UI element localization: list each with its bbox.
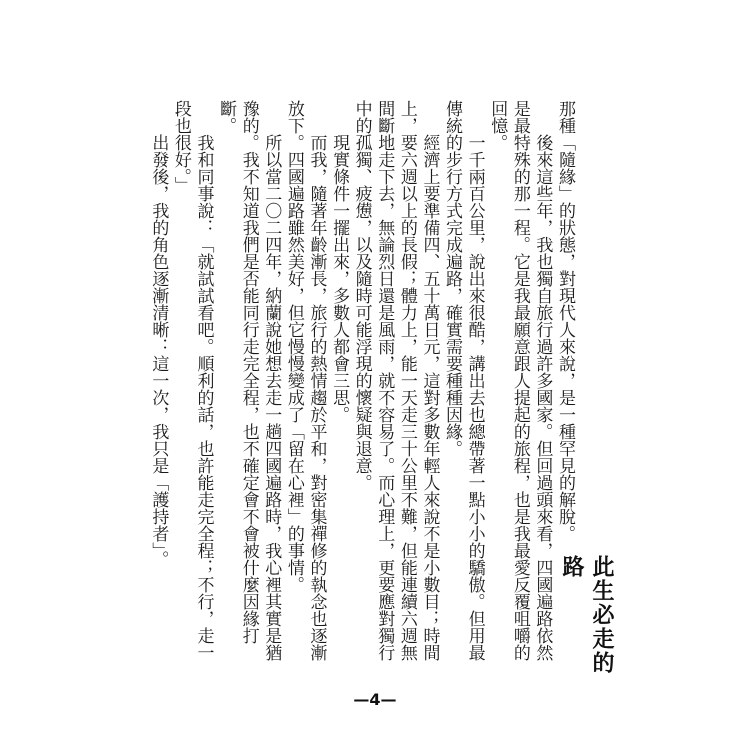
paragraph: 後來這些年，我也獨自旅行過許多國家。但回過頭來看，四國遍路依然是最特殊的那一程。它是我最願意跟人提起的旅程，也是我最愛反覆咀嚼的回憶。 bbox=[487, 100, 553, 661]
page-number: —4— bbox=[353, 690, 397, 709]
paragraph: 那種「隨緣」的狀態，對現代人來說，是一種罕見的解脫。 bbox=[555, 100, 575, 542]
body-text bbox=[148, 100, 576, 675]
paragraph: 出發後，我的角色逐漸清晰：這一次，我只是「護持者」。 bbox=[148, 134, 169, 568]
running-header-title: 此生必走的路 bbox=[559, 555, 615, 675]
paragraph: 而我，隨著年齡漸長，旅行的熱情趨於平和，對密集禪修的執念也逐漸放下。四國遍路雖然美好，但它慢慢變成了「留在心裡」的事情。 bbox=[283, 100, 327, 661]
paragraph: 我和同事說：「就試試看吧。順利的話，也許能走完全程；不行，走一段也很好。」 bbox=[170, 100, 214, 661]
paragraph: 一千兩百公里，說出來很酷，講出去也總帶著一點小小的驕傲。但用最傳統的步行方式完成遍路，確實需要種種因緣。 bbox=[442, 100, 485, 661]
paragraph: 所以當二〇二四年，納蘭說她想去走一趟四國遍路時，我心裡其實是猶豫的。我不知道我們是否能同行走完全程，也不確定會不會被什麼因緣打斷。 bbox=[216, 100, 282, 661]
paragraph: 現實條件一擺出來，多數人都會三思。 bbox=[329, 134, 350, 423]
paragraph: 經濟上要準備四、五十萬日元，這對多數年輕人來說不是小數目；時間上，要六週以上的長假；體力上，能一天走三十公里不難，但能連續六週無間斷地走下去，無論烈日還是風雨，就不容易了。而心理上，更要應對獨行中的孤獨、疲憊，以及隨時可能浮現的懷疑與退意。 bbox=[351, 100, 440, 661]
